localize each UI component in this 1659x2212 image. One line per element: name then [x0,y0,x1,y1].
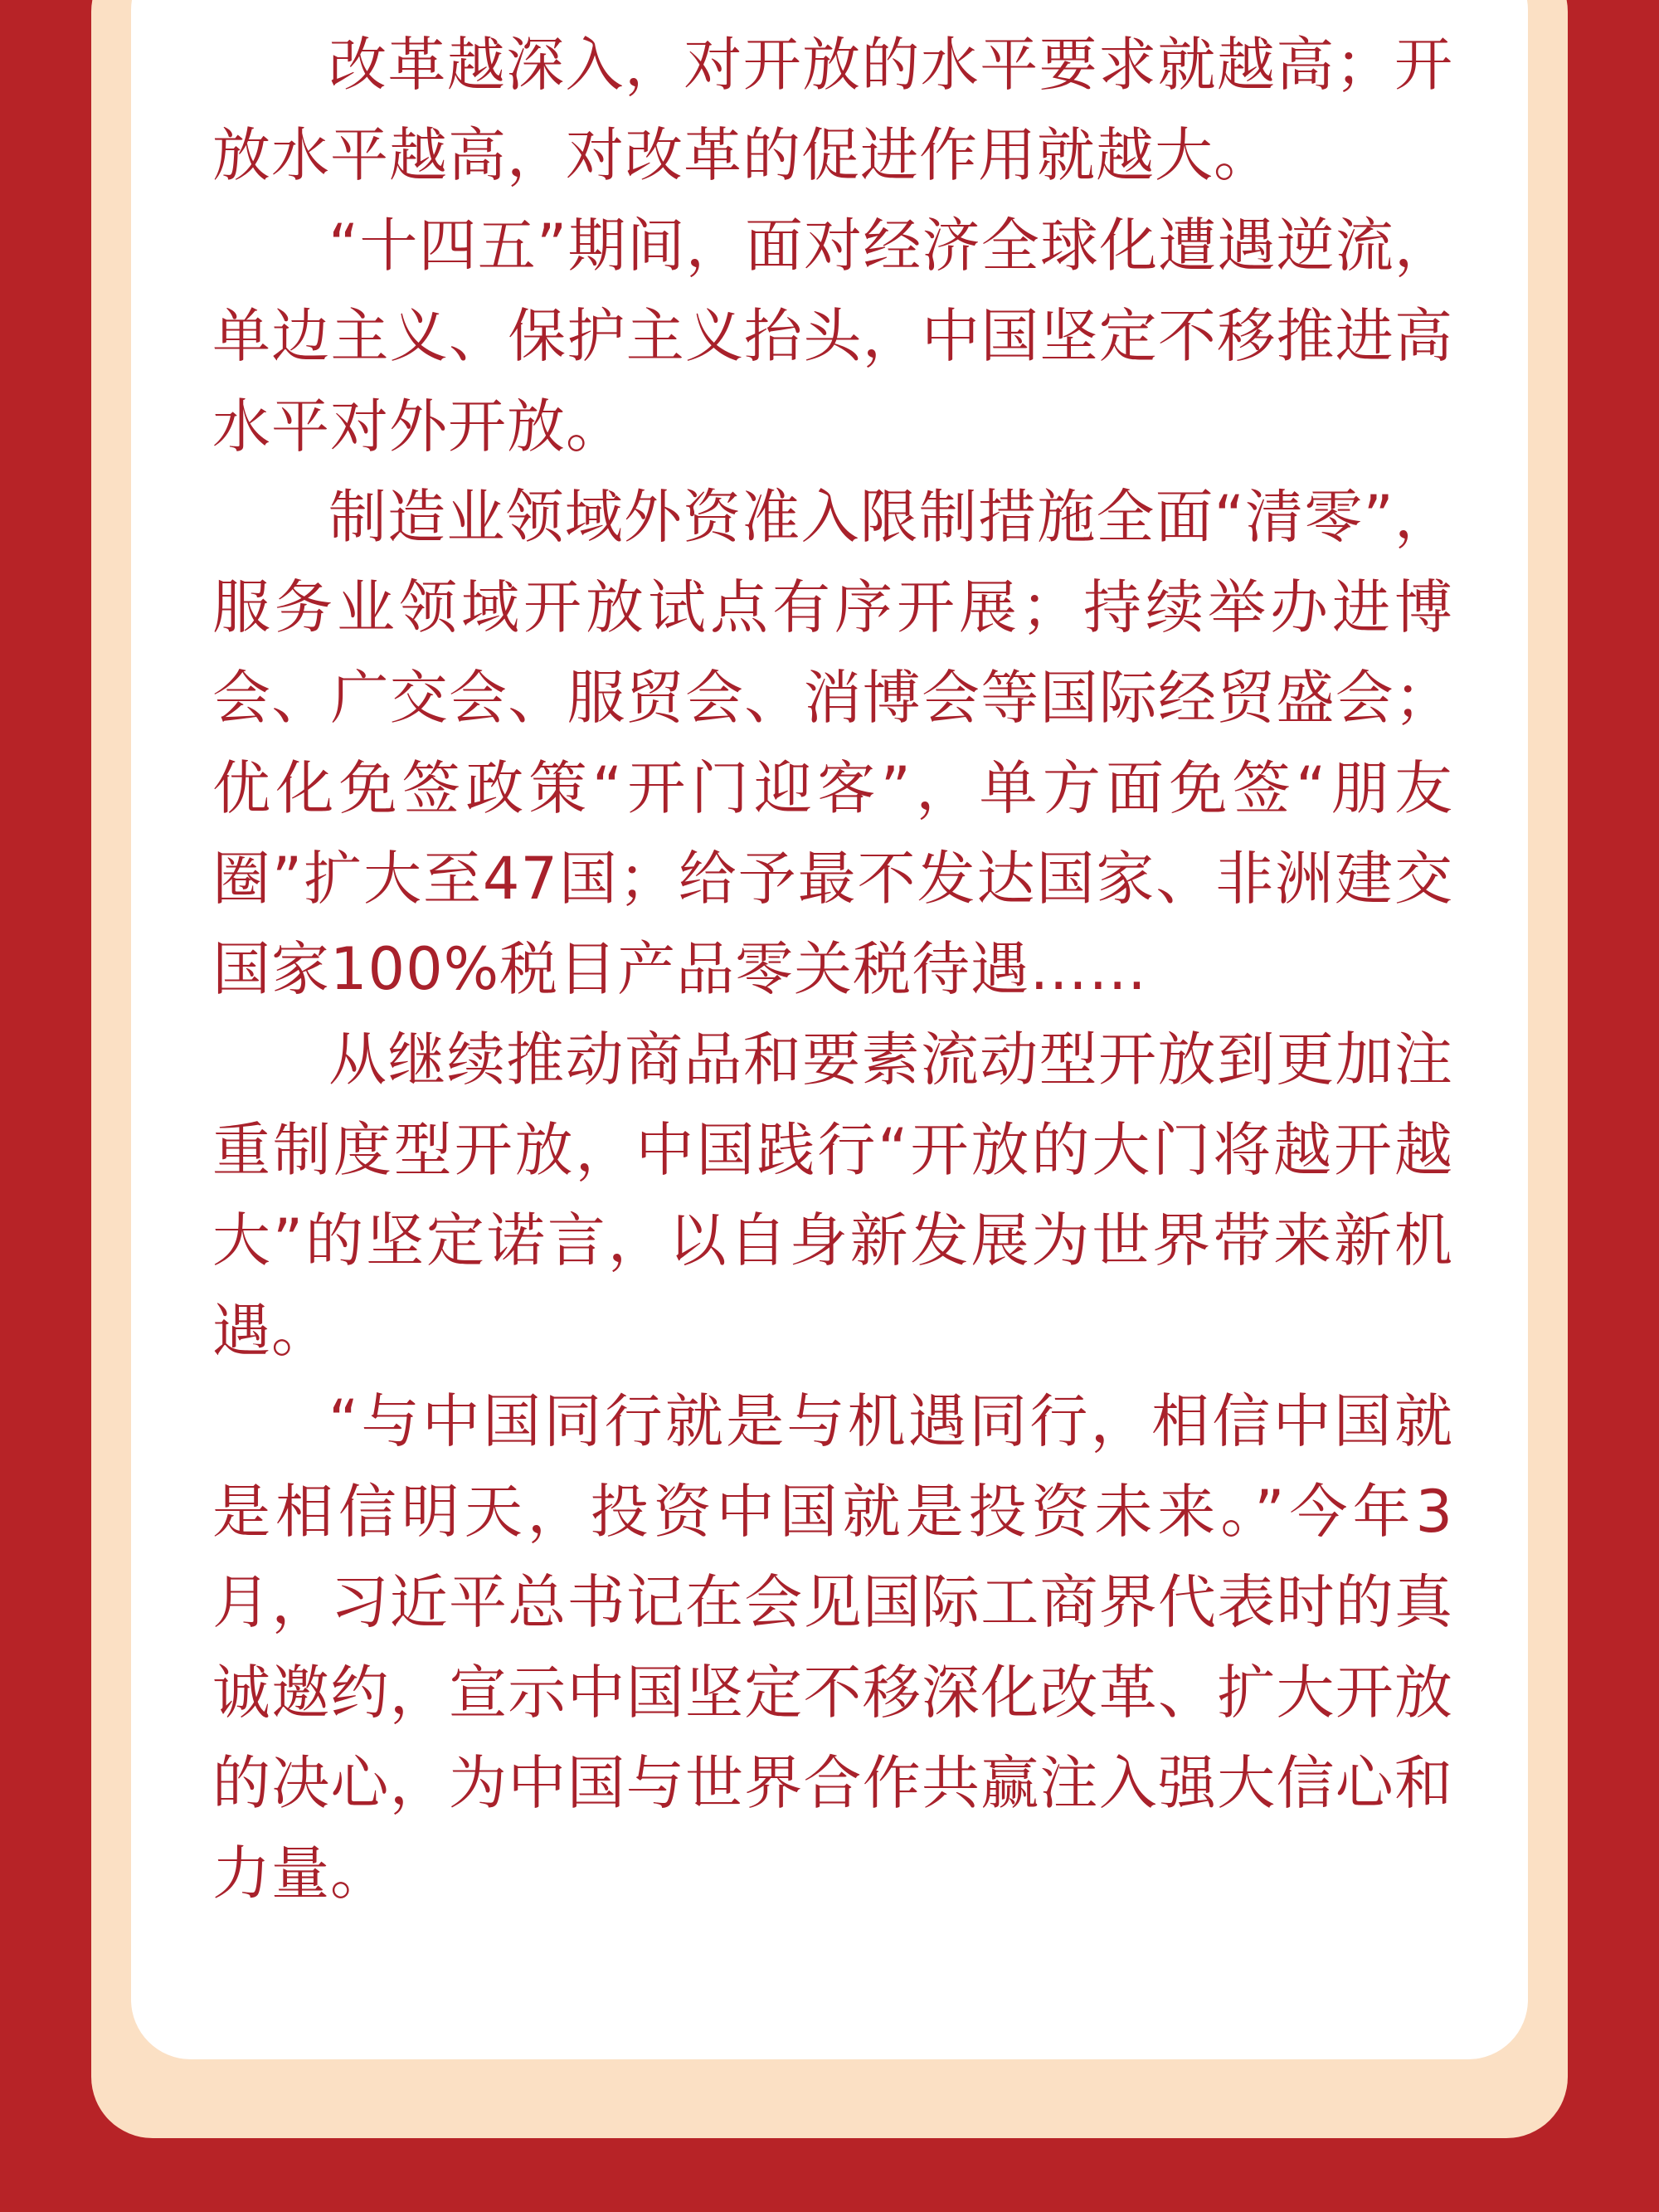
paragraph-14th-five-year: “十四五”期间，面对经济全球化遭遇逆流，单边主义、保护主义抬头，中国坚定不移推进高水平对外开放。 [212,212,1453,460]
article-body [212,20,1453,1919]
paragraph-opening-measures: 制造业领域外资准入限制措施全面“清零”，服务业领域开放试点有序开展；持续举办进博会、广交会、服贸会、消博会等国际经贸盛会；优化免签政策“开门迎客”，单方面免签“朋友圈”扩大至47国；给予最不发达国家、非洲建交国家100%税目产品零关税待遇…… [212,483,1453,1003]
paragraph-reform-opening: 改革越深入，对开放的水平要求就越高；开放水平越高，对改革的促进作用就越大。 [212,31,1453,189]
paragraph-invitation-quote: “与中国同行就是与机遇同行，相信中国就是相信明天，投资中国就是投资未来。”今年3月，习近平总书记在会见国际工商界代表时的真诚邀约，宣示中国坚定不移深化改革、扩大开放的决心，为中国与世界合作共赢注入强大信心和力量。 [212,1387,1453,1907]
paragraph-institutional-opening: 从继续推动商品和要素流动型开放到更加注重制度型开放，中国践行“开放的大门将越开越大”的坚定诺言，以自身新发展为世界带来新机遇。 [212,1026,1453,1365]
